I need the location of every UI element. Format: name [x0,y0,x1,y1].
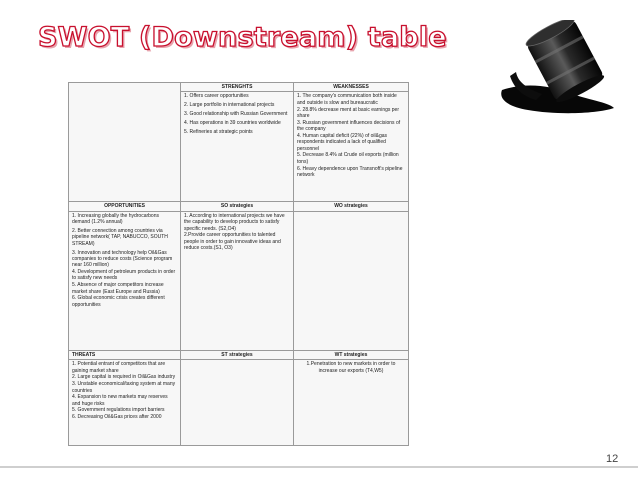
opportunity-item: 1. Increasing globally the hydrocarbons demand (1.2% annual) [72,212,159,226]
threat-item: 2. Large capital is required in Oil&Gas industry [72,374,176,381]
weakness-item: 3. Russian government influences decisions of the company [297,119,401,133]
strengths-cell [181,92,294,202]
page-number: 12 [606,453,619,465]
slide-title: SWOT (Downstream) table [38,22,447,53]
wo-strategies-cell [294,211,409,350]
weakness-item: 2. 28.8% decrease ment at basic earnings per share [297,106,400,119]
swot-table [68,82,409,446]
oil-barrel-spill-icon [496,20,618,116]
wt-strategies-header: WT strategies [294,350,409,359]
so-strategy-item: 2.Provide career opportunities to talented people in order to gain innovative ideas and reduce costs.(S1, O3) [184,232,281,252]
opportunity-item: 6. Global economic crisis creates different opportunities [72,295,165,308]
threat-item: 5. Government regulations import barriers [72,407,165,414]
opportunity-item: 3. Innovation and technology help Oil&Gas companies to reduce costs (Science program near 160 million) [72,249,173,269]
strength-item: 4. Has operations in 39 countries worldwide [184,119,281,126]
so-strategies-cell [181,211,294,350]
st-strategies-cell [181,360,294,446]
opportunities-cell [69,211,181,350]
weakness-item: 6. Heavy dependence upon Transnoft's pipeline network [297,165,403,179]
opportunity-item: 4. Development of petroleum products in order to satisfy new needs [72,269,176,282]
wo-strategies-header: WO strategies [294,202,409,211]
weakness-item: 4. Human capital deficit (22%) of oil&gas respondents indicated a lack of qualified personnel [297,132,388,152]
strengths-header: STRENGHTS [181,83,294,92]
strength-item: 2. Large portfolio in international projects [184,102,275,109]
strength-item: 3. Good relationship with Russian Government [184,110,288,117]
threat-item: 6. Decreasing Oil&Gas prices after 2000 [72,414,162,421]
st-strategies-header: ST strategies [181,350,294,359]
footer-divider [0,466,638,468]
threats-cell [69,360,181,446]
opportunities-header: OPPORTUNITIES [69,202,181,211]
opportunity-item: 2. Better connection among countries via pipeline network( TAP, NABUCCO, SOUTH STREAM) [72,227,168,247]
strength-item: 1. Offers career opportunities [184,93,249,100]
threats-header: THREATS [69,350,181,359]
empty-corner-cell [69,83,181,202]
threat-item: 3. Unstable economical/taxing system at many countries [72,381,176,394]
weaknesses-cell [294,92,409,202]
weakness-item: 1. The company's communication both inside and outside is slow and bureaucratic [297,93,397,106]
strength-item: 5. Refineries at strategic points [184,128,253,135]
threat-item: 4. Expansion to new markets may reserves and huge risks [72,394,168,407]
weakness-item: 5. Decrease 8.4% at Crude oil exports (million tons) [297,152,399,165]
wt-strategies-cell [294,360,409,446]
opportunity-item: 5. Absence of major competitors increase market share (East Europe and Russia) [72,282,164,295]
so-strategies-header: SO strategies [181,202,294,211]
threat-item: 1. Potential entrant of competitors that are gaining market share [72,361,166,374]
weaknesses-header: WEAKNESSES [294,83,409,92]
wt-strategy-item: 1.Penetration to new markets in order to increase our exports (T4,W5) [306,361,396,374]
so-strategy-item: 1. According to international projects we have the capability to develop products to satisfy specific needs. (S2,O4) [184,212,285,232]
